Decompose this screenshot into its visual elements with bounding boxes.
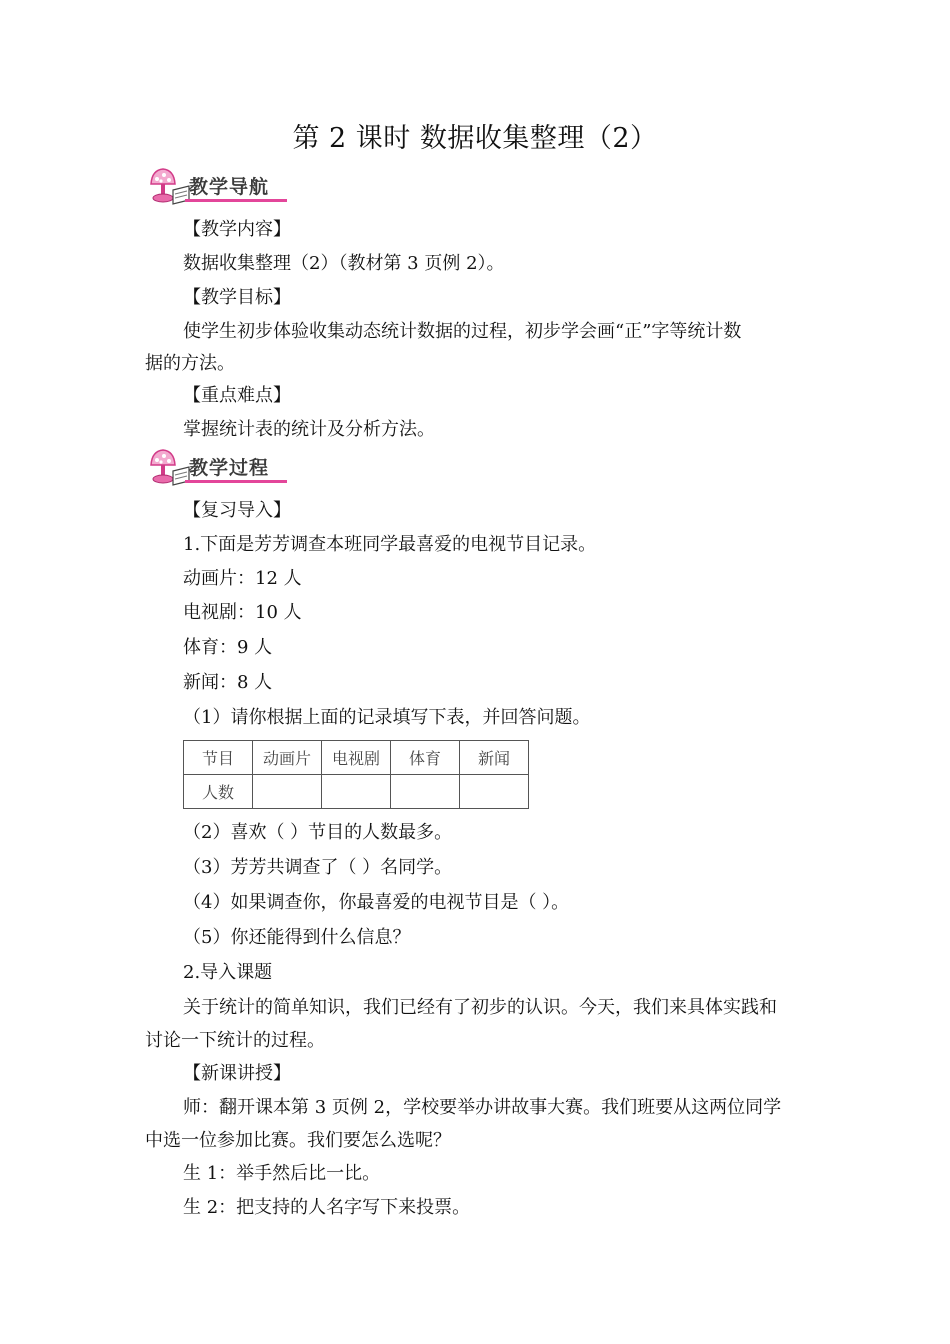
section-banner-nav xyxy=(145,166,290,210)
student-2: 生 2：把支持的人名字写下来投票。 xyxy=(183,1197,471,1218)
record-sports: 体育：9 人 xyxy=(183,637,273,658)
question-1-1: （1）请你根据上面的记录填写下表，并回答问题。 xyxy=(183,707,591,728)
table-cell: 电视剧 xyxy=(322,741,391,775)
survey-table xyxy=(183,740,529,809)
heading-new-lesson: 【新课讲授】 xyxy=(183,1063,291,1084)
content-body: 数据收集整理（2）（教材第 3 页例 2）。 xyxy=(183,253,505,274)
question-1-2: （2）喜欢（ ）节目的人数最多。 xyxy=(183,822,453,843)
table-cell: 新闻 xyxy=(460,741,529,775)
record-drama: 电视剧：10 人 xyxy=(183,602,302,623)
banner-underline xyxy=(185,480,287,483)
section-banner-process xyxy=(145,447,290,491)
table-cell: 节目 xyxy=(184,741,253,775)
teacher-line-2: 中选一位参加比赛。我们要怎么选呢？ xyxy=(145,1130,451,1151)
record-cartoon: 动画片：12 人 xyxy=(183,568,302,589)
intro-line-2: 讨论一下统计的过程。 xyxy=(145,1030,325,1051)
banner-underline xyxy=(185,199,287,202)
page-title: 第 2 课时 数据收集整理（2） xyxy=(292,123,658,154)
record-news: 新闻：8 人 xyxy=(183,672,273,693)
teacher-line-1: 师：翻开课本第 3 页例 2，学校要举办讲故事大赛。我们班要从这两位同学 xyxy=(183,1097,782,1118)
table-cell xyxy=(460,775,529,809)
intro-line-1: 关于统计的简单知识，我们已经有了初步的认识。今天，我们来具体实践和 xyxy=(183,997,777,1018)
table-cell xyxy=(391,775,460,809)
section-banner-label: 教学过程 xyxy=(189,457,270,479)
goal-body-line-1: 使学生初步体验收集动态统计数据的过程，初步学会画“正”字等统计数 xyxy=(183,321,742,342)
question-1: 1.下面是芳芳调查本班同学最喜爱的电视节目记录。 xyxy=(183,534,597,555)
table-cell: 动画片 xyxy=(253,741,322,775)
question-2: 2.导入课题 xyxy=(183,962,273,983)
heading-content: 【教学内容】 xyxy=(183,219,291,240)
key-body: 掌握统计表的统计及分析方法。 xyxy=(183,419,435,440)
table-row xyxy=(184,775,529,809)
question-1-3: （3）芳芳共调查了（ ）名同学。 xyxy=(183,857,453,878)
table-cell: 人数 xyxy=(184,775,253,809)
question-1-5: （5）你还能得到什么信息？ xyxy=(183,927,411,948)
table-cell xyxy=(322,775,391,809)
question-1-4: （4）如果调查你，你最喜爱的电视节目是（ ）。 xyxy=(183,892,570,913)
table-row xyxy=(184,741,529,775)
heading-goal: 【教学目标】 xyxy=(183,287,291,308)
goal-body-line-2: 据的方法。 xyxy=(145,353,235,374)
student-1: 生 1：举手然后比一比。 xyxy=(183,1163,381,1184)
section-banner-label: 教学导航 xyxy=(189,176,270,198)
heading-review: 【复习导入】 xyxy=(183,500,291,521)
table-cell xyxy=(253,775,322,809)
table-cell: 体育 xyxy=(391,741,460,775)
heading-key: 【重点难点】 xyxy=(183,385,291,406)
